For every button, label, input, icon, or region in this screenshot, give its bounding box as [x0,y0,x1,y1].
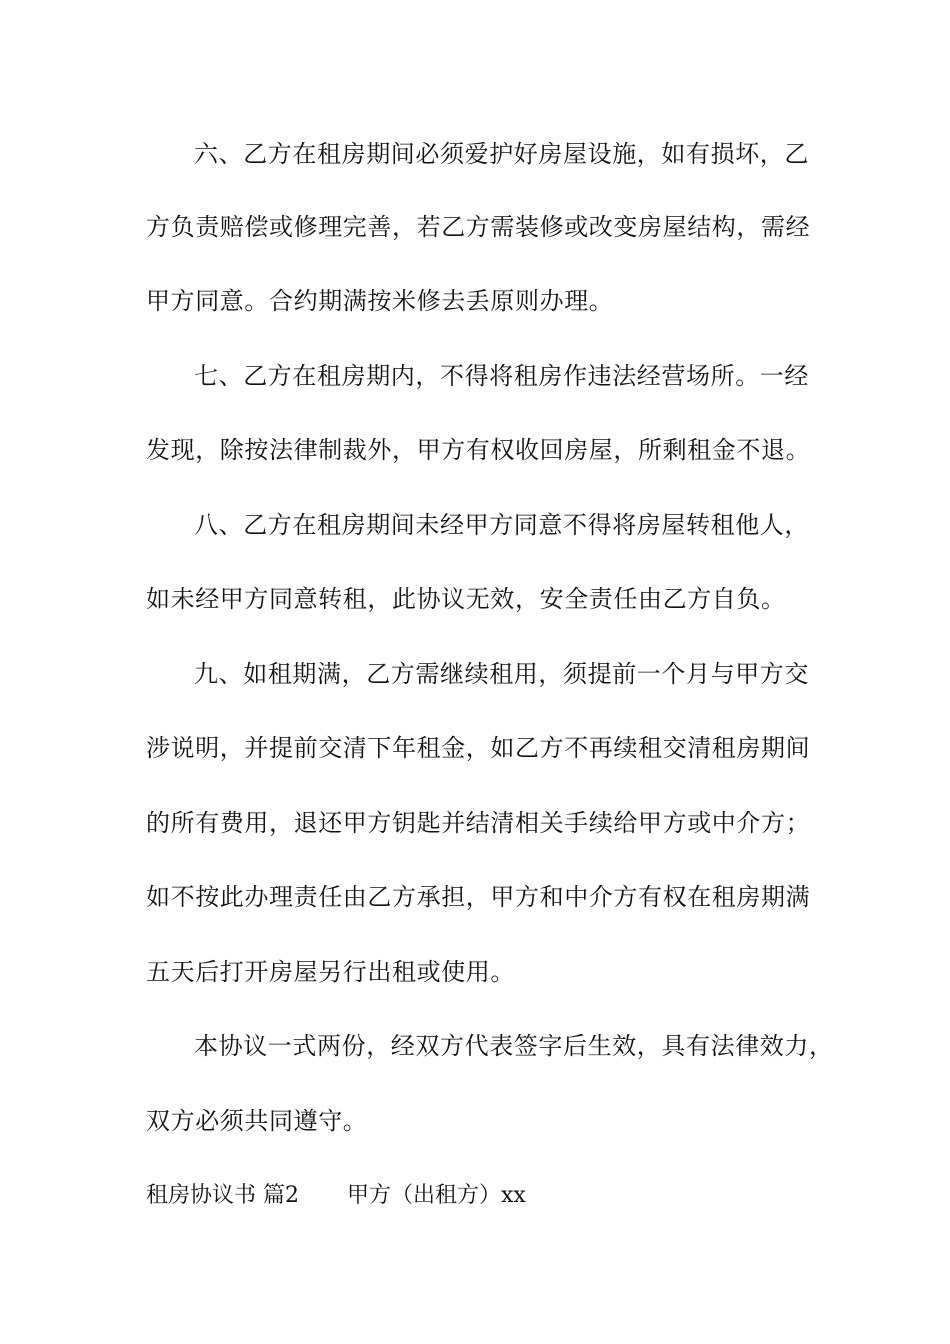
paragraph-9-line-1: 九、如租期满，乙方需继续租用，须提前一个月与甲方交 [194,660,809,688]
closing-line-1: 本协议一式两份，经双方代表签字后生效，具有法律效力， [194,1032,834,1060]
section-title: 租房协议书 篇2 [146,1183,299,1208]
party-a-line: 甲方（出租方）xx [347,1183,526,1208]
paragraph-7-line-1: 七、乙方在租房期内，不得将租房作违法经营场所。一经 [194,362,809,390]
paragraph-8-line-1: 八、乙方在租房期间未经甲方同意不得将房屋转租他人， [194,511,809,539]
footer-line [146,1181,526,1211]
paragraph-9-line-3: 的所有费用，退还甲方钥匙并结清相关手续给甲方或中介方； [146,809,811,837]
paragraph-6-line-1: 六、乙方在租房期间必须爱护好房屋设施，如有损坏，乙 [194,140,809,168]
paragraph-6-line-2: 方负责赔偿或修理完善，若乙方需装修或改变房屋结构，需经 [146,213,811,241]
paragraph-9-line-5: 五天后打开房屋另行出租或使用。 [146,958,515,986]
paragraph-6-line-3: 甲方同意。合约期满按米修去丢原则办理。 [146,287,614,315]
closing-line-2: 双方必须共同遵守。 [146,1107,368,1135]
paragraph-7-line-2: 发现，除按法律制裁外，甲方有权收回房屋，所剩租金不退。 [146,436,811,464]
paragraph-9-line-4: 如不按此办理责任由乙方承担，甲方和中介方有权在租房期满 [146,883,811,911]
paragraph-9-line-2: 涉说明，并提前交清下年租金，如乙方不再续租交清租房期间 [146,734,811,762]
paragraph-8-line-2: 如未经甲方同意转租，此协议无效，安全责任由乙方自负。 [146,585,786,613]
